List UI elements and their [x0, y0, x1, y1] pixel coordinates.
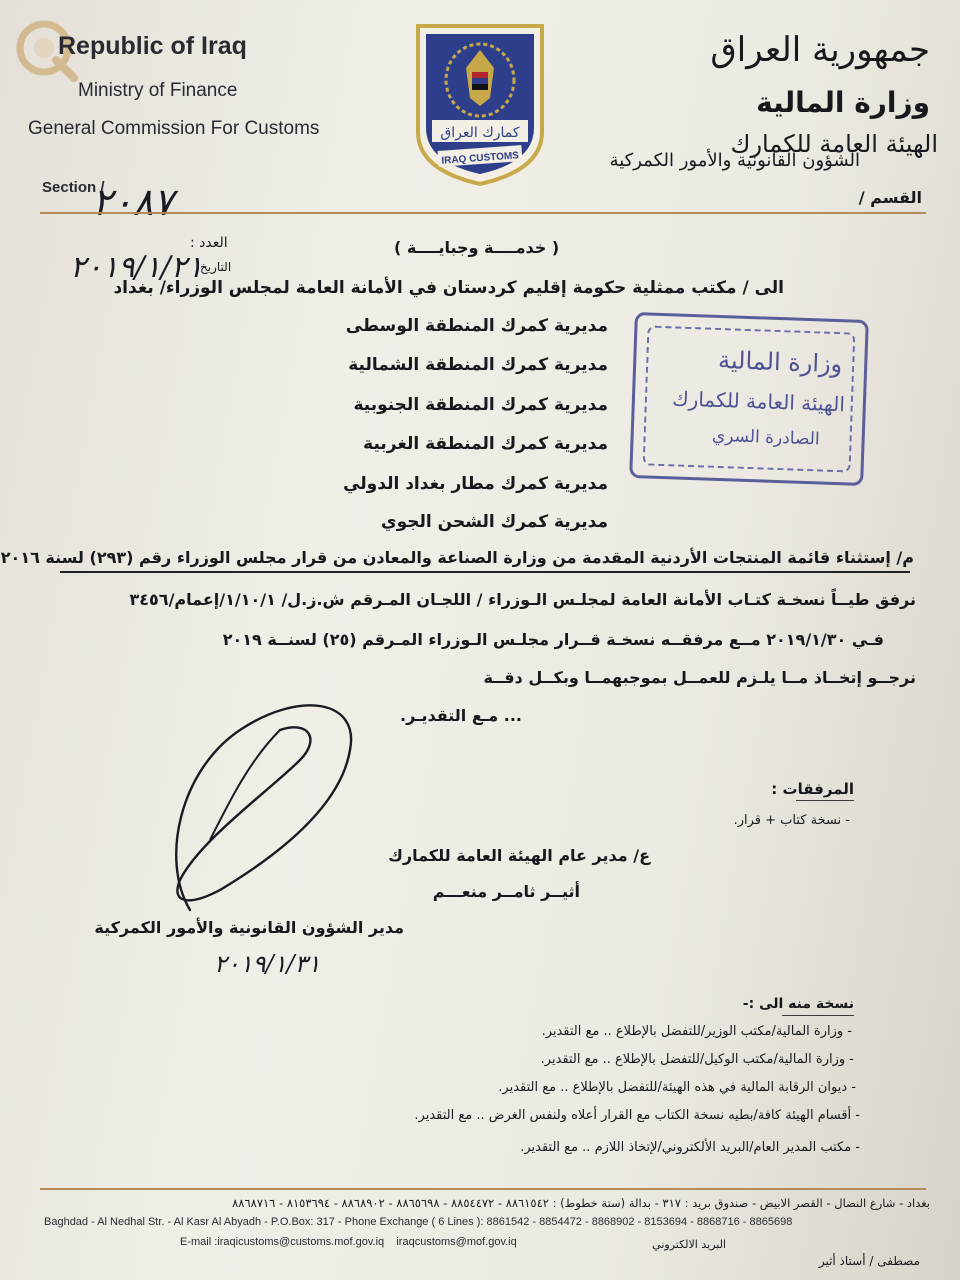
recipient-item: مديرية كمرك المنطقة الشمالية: [348, 355, 608, 375]
ar-section-label: القسم /: [858, 188, 922, 207]
copies-item: - أقسام الهيئة كافة/بطيه نسخة الكتاب مع القرار أعلاه ولنفس الغرض .. مع التقدير.: [414, 1108, 860, 1123]
copies-item: - وزارة المالية/مكتب الوزير/للتفضل بالإطلاع .. مع التقدير.: [541, 1024, 852, 1039]
signatory-title: مدير الشؤون القانونية والأمور الكمركية: [94, 918, 404, 937]
closing-line: ... مـع التقديـر.: [400, 706, 522, 725]
to-line: الى / مكتب ممثلية حكومة إقليم كردستان في الأمانة العامة لمجلس الوزراء/ بغداد: [113, 278, 784, 298]
body-line-3: نرجــو إتخــاذ مــا يلـزم للعمــل بموجبهمــا وبكــل دقــة: [483, 668, 916, 687]
body-line-2: فـي ٢٠١٩/١/٣٠ مــع مرفقــه نسخـة قــرار مجلـس الـوزراء المـرقم (٢٥) لسنــة ٢٠١٩: [222, 630, 884, 649]
attachments-label: المرفقات :: [771, 780, 854, 798]
footer-email-ar: البريد الالكتروني: [652, 1238, 726, 1251]
official-stamp: [629, 312, 869, 486]
header-ar-legal-affairs: الشؤون القانونية والأمور الكمركية: [609, 150, 860, 171]
header-ar-republic: جمهورية العراق: [710, 30, 930, 70]
copies-underline: [782, 1015, 854, 1016]
section-label: Section /: [42, 179, 105, 196]
signature-line-1: ع/ مدير عام الهيئة العامة للكمارك: [388, 846, 650, 865]
header-ar-commission: الهيئة العامة للكمارك: [730, 130, 938, 158]
emblem-ar-text: كمارك العراق: [440, 125, 520, 141]
header-en-ministry: Ministry of Finance: [78, 80, 238, 101]
footer-divider: [40, 1188, 926, 1190]
footer-en-address: Baghdad - Al Nedhal Str. - Al Kasr Al Abyadh - P.O.Box: 317 - Phone Exchange ( 6 Lines ): 8861542 - 8854472 - 8868902 - 8153694 - 8868716 - 8865698: [44, 1216, 793, 1228]
stamp-line-1: وزارة المالية: [717, 345, 843, 379]
footer-email: E-mail :iraqicustoms@customs.mof.gov.iq iraqcustoms@mof.gov.iq: [180, 1236, 517, 1248]
date-value: ٢٠١٩/١/٢١: [70, 250, 204, 285]
handwritten-signature: [150, 690, 370, 920]
recipient-item: مديرية كمرك المنطقة الوسطى: [345, 316, 608, 336]
stamp-line-3: الصادرة السري: [711, 425, 820, 450]
stamp-line-2: الهيئة العامة للكمارك: [671, 386, 846, 417]
signature-date: ٢٠١٩/١/٣١: [214, 950, 321, 978]
body-line-1: نرفق طيــاً نسخـة كتـاب الأمانة العامة لمجلـس الـوزراء / اللجـان المـرقم ش.ز.ل/ ١/١٠/١/إعمام/٣٤٥٦: [129, 590, 916, 609]
signatory-name: أثيــر ثامــر منعـــم: [432, 882, 580, 901]
recipient-item: مديرية كمرك المنطقة الجنوبية: [353, 395, 608, 415]
footer-ar-address: بغداد - شارع النضال - القصر الابيض - صندوق بريد : ٣١٧ - بدالة (ستة خطوط) : ٨٨٦١٥٤٢ - ٨٨٥٤٤٧٢ - ٨٨٦٥٦٩٨ - ٨٨٦٨٩٠٢ - ٨١٥٣٦٩٤ - ٨٨٦٨٧١٦: [232, 1196, 930, 1210]
service-line: ( خدمــــة وجبايــــة ): [394, 238, 560, 257]
subject-underline: [60, 571, 910, 573]
copies-item: - مكتب المدير العام/البريد الألكتروني/لإتخاذ اللازم .. مع التقدير.: [520, 1140, 860, 1155]
attachments-underline: [796, 800, 854, 801]
recipient-item: مديرية كمرك المنطقة الغربية: [363, 434, 608, 454]
copies-label: نسخة منه الى :-: [742, 996, 854, 1012]
copies-item: - ديوان الرقابة المالية في هذه الهيئة/للتفضل بالإطلاع .. مع التقدير.: [498, 1080, 856, 1095]
header-ar-ministry: وزارة المالية: [756, 86, 930, 119]
subject-line: م/ إستثناء قائمة المنتجات الأردنية المقدمة من وزارة الصناعة والمعادن من قرار مجلس الوزراء رقم (٢٩٣) لسنة ٢٠١٦: [0, 548, 914, 567]
attachments-item: - نسخة كتاب + قرار.: [733, 813, 850, 828]
iraq-customs-emblem: [410, 20, 550, 188]
footer-initials: مصطفى / أستاذ أثير: [818, 1254, 920, 1268]
recipient-item: مديرية كمرك الشحن الجوي: [381, 512, 608, 532]
copies-item: - وزارة المالية/مكتب الوكيل/للتفضل بالإطلاع .. مع التقدير.: [540, 1052, 854, 1067]
date-label: التاريخ: [200, 260, 232, 274]
header-en-republic: Republic of Iraq: [58, 32, 247, 60]
header-en-commission: General Commission For Customs: [28, 118, 320, 139]
header-divider: [40, 212, 926, 214]
recipient-item: مديرية كمرك مطار بغداد الدولي: [343, 474, 608, 494]
emblem-en-text: IRAQ CUSTOMS: [441, 150, 520, 167]
number-label: العدد :: [190, 235, 228, 251]
section-number: ٢٠٨٧: [92, 180, 174, 224]
